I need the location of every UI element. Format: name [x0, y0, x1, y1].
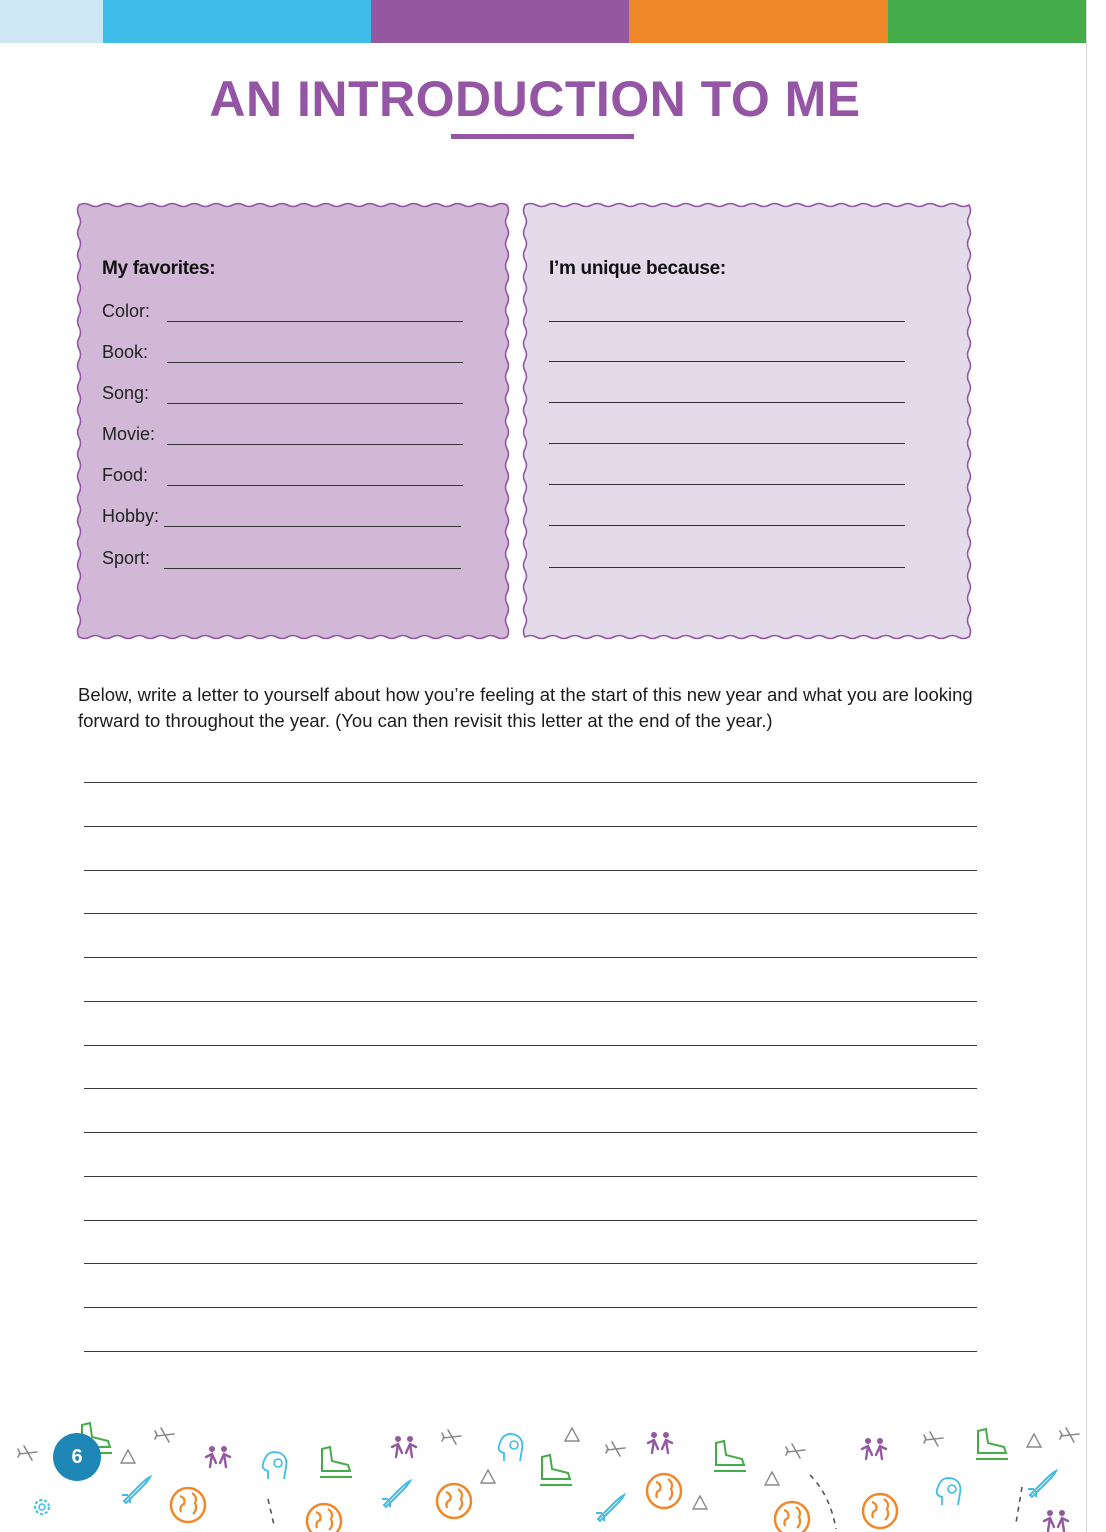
favorite-row-food — [102, 465, 467, 489]
airplane-icon — [606, 1442, 625, 1456]
favorite-row-color — [102, 301, 467, 325]
favorite-label-color: Color: — [102, 301, 151, 321]
favorite-answer-line-song[interactable] — [167, 403, 463, 404]
letter-instructions: Below, write a letter to yourself about how you’re feeling at the start of this new year and what you are looking forward to throughout the year. (You can then revisit this letter at the end of the year.) — [78, 684, 973, 731]
letter-writing-line[interactable] — [84, 1132, 977, 1133]
page-title: AN INTRODUCTION TO ME — [209, 71, 861, 127]
unique-heading: I’m unique because: — [549, 258, 726, 279]
favorite-label-food: Food: — [102, 465, 149, 485]
gears-head-icon — [35, 1500, 49, 1514]
favorite-answer-line-sport[interactable] — [164, 568, 461, 569]
airplane-icon — [1060, 1428, 1079, 1442]
rocket-icon — [122, 1477, 150, 1503]
globe-icon — [437, 1484, 471, 1518]
letter-writing-line[interactable] — [84, 1307, 977, 1308]
globe-icon — [863, 1494, 897, 1528]
favorite-row-book — [102, 342, 467, 366]
letter-writing-line[interactable] — [84, 1176, 977, 1177]
ice-skate-icon — [976, 1429, 1008, 1459]
favorite-label-sport: Sport: — [102, 548, 151, 568]
letter-writing-line[interactable] — [84, 1045, 977, 1046]
strip-segment-purple — [371, 0, 629, 43]
triangle-icon — [693, 1496, 707, 1509]
people-group-icon — [648, 1432, 672, 1453]
unique-answer-line[interactable] — [549, 567, 905, 568]
unique-answer-line[interactable] — [549, 361, 905, 362]
airplane-icon — [155, 1428, 174, 1442]
favorite-answer-line-book[interactable] — [167, 362, 463, 363]
favorite-label-movie: Movie: — [102, 424, 156, 444]
ice-skate-icon — [540, 1455, 572, 1485]
letter-writing-line[interactable] — [84, 1088, 977, 1089]
unique-answer-line[interactable] — [549, 525, 905, 526]
people-group-icon — [1044, 1510, 1068, 1531]
favorite-row-movie — [102, 424, 467, 448]
airplane-icon — [786, 1444, 805, 1458]
favorite-answer-line-food[interactable] — [167, 485, 463, 486]
letter-writing-line[interactable] — [84, 1263, 977, 1264]
favorite-label-book: Book: — [102, 342, 149, 362]
letter-writing-line[interactable] — [84, 1351, 977, 1352]
globe-icon — [775, 1502, 809, 1532]
gears-head-icon — [499, 1434, 523, 1461]
header-color-strip — [0, 0, 1086, 43]
favorite-row-song — [102, 383, 467, 407]
favorites-heading: My favorites: — [102, 258, 216, 279]
letter-writing-line[interactable] — [84, 826, 977, 827]
favorite-label-song: Song: — [102, 383, 150, 403]
favorite-row-sport — [102, 548, 467, 572]
footer-icon-band — [0, 1415, 1086, 1532]
letter-writing-line[interactable] — [84, 782, 977, 783]
rocket-icon — [1028, 1471, 1056, 1497]
triangle-icon — [565, 1428, 579, 1441]
unique-answer-line[interactable] — [549, 443, 905, 444]
triangle-icon — [121, 1450, 135, 1463]
letter-writing-line[interactable] — [84, 1001, 977, 1002]
people-group-icon — [206, 1446, 230, 1467]
unique-answer-line[interactable] — [549, 321, 905, 322]
favorite-row-hobby — [102, 506, 467, 530]
letter-writing-line[interactable] — [84, 913, 977, 914]
people-group-icon — [862, 1438, 886, 1459]
letter-writing-line[interactable] — [84, 957, 977, 958]
page-number-badge: 6 — [53, 1433, 101, 1481]
favorite-answer-line-movie[interactable] — [167, 444, 463, 445]
ice-skate-icon — [714, 1441, 746, 1471]
rocket-icon — [382, 1481, 410, 1507]
favorites-panel — [102, 258, 472, 588]
rocket-icon — [596, 1495, 624, 1521]
airplane-icon — [442, 1430, 461, 1444]
triangle-icon — [481, 1470, 495, 1483]
page-edge-rule — [1086, 0, 1087, 1532]
strip-segment-orange — [629, 0, 888, 43]
triangle-icon — [765, 1472, 779, 1485]
unique-answer-line[interactable] — [549, 402, 905, 403]
gears-head-icon — [263, 1452, 287, 1479]
favorite-answer-line-color[interactable] — [167, 321, 463, 322]
triangle-icon — [1027, 1434, 1041, 1447]
unique-answer-line[interactable] — [549, 484, 905, 485]
ice-skate-icon — [320, 1447, 352, 1477]
gears-head-icon — [937, 1478, 961, 1505]
airplane-icon — [18, 1446, 37, 1460]
unique-panel — [549, 258, 919, 588]
globe-icon — [307, 1504, 341, 1532]
airplane-icon — [924, 1432, 943, 1446]
people-group-icon — [392, 1436, 416, 1457]
letter-writing-line[interactable] — [84, 870, 977, 871]
strip-segment-green — [888, 0, 1086, 43]
favorite-label-hobby: Hobby: — [102, 506, 160, 526]
globe-icon — [171, 1488, 205, 1522]
favorite-answer-line-hobby[interactable] — [164, 526, 461, 527]
strip-segment-light-blue — [0, 0, 103, 43]
title-underline — [451, 134, 634, 139]
strip-segment-blue — [103, 0, 371, 43]
globe-icon — [647, 1474, 681, 1508]
letter-writing-line[interactable] — [84, 1220, 977, 1221]
